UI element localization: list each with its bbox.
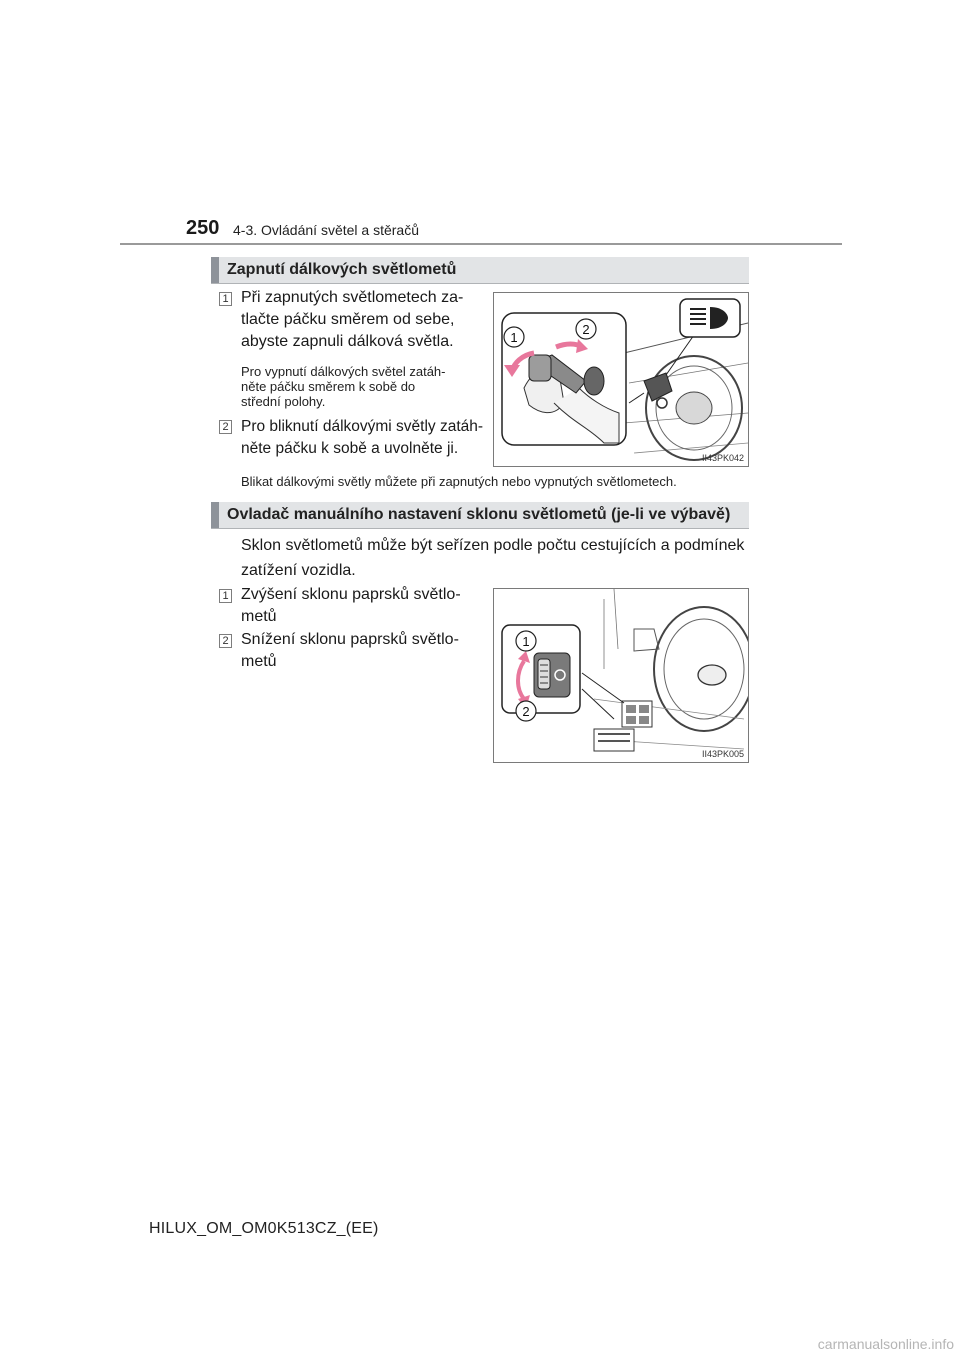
- flash-note: Blikat dálkovými světly můžete při zapnutých nebo vypnutých světlometech.: [241, 474, 677, 489]
- doc-code: HILUX_OM_OM0K513CZ_(EE): [149, 1220, 379, 1237]
- callout-1: 1: [522, 634, 530, 649]
- step-number-2: 2: [219, 420, 232, 434]
- step-number-2: 2: [219, 634, 232, 648]
- callout-1: 1: [510, 330, 518, 345]
- header-rule: [120, 243, 842, 245]
- leveling-intro: Sklon světlometů může být seřízen podle počtu cestujících a podmínek zatížení vozidla.: [241, 537, 745, 579]
- callout-2: 2: [582, 322, 590, 337]
- step-number-1: 1: [219, 589, 232, 603]
- figure-leveling-dial: [493, 588, 749, 763]
- section-heading-high-beam: Zapnutí dálkových světlometů: [211, 257, 749, 283]
- watermark[interactable]: carmanualsonline.info: [817, 1336, 954, 1352]
- section-rule: [211, 283, 749, 284]
- figure-code: II43PK005: [701, 749, 744, 759]
- step-number-1: 1: [219, 292, 232, 306]
- step-1-note: Pro vypnutí dálkových světel zatáh- něte páčku směrem k sobě do střední polohy.: [241, 364, 446, 409]
- figure-high-beam-lever: [493, 292, 749, 467]
- section-rule: [211, 528, 749, 529]
- leveling-illustration: [494, 589, 748, 762]
- figure-code: II43PK042: [701, 453, 744, 463]
- leveling-step-1-text: Zvýšení sklonu paprsků světlo- metů: [241, 586, 461, 625]
- step-1-text: Při zapnutých světlometech za- tlačte páčku směrem od sebe, abyste zapnuli dálková světla.: [241, 289, 464, 350]
- leveling-step-2-text: Snížení sklonu paprsků světlo- metů: [241, 631, 459, 670]
- callout-2: 2: [522, 704, 530, 719]
- running-title: 4-3. Ovládání světel a stěračů: [233, 222, 419, 238]
- section-heading-leveling: Ovladač manuálního nastavení sklonu světlometů (je-li ve výbavě): [211, 502, 749, 528]
- step-2-text: Pro bliknutí dálkovými světly zatáh- něte páčku k sobě a uvolněte ji.: [241, 418, 484, 457]
- page-number: 250: [186, 217, 220, 239]
- lever-illustration: [494, 293, 748, 466]
